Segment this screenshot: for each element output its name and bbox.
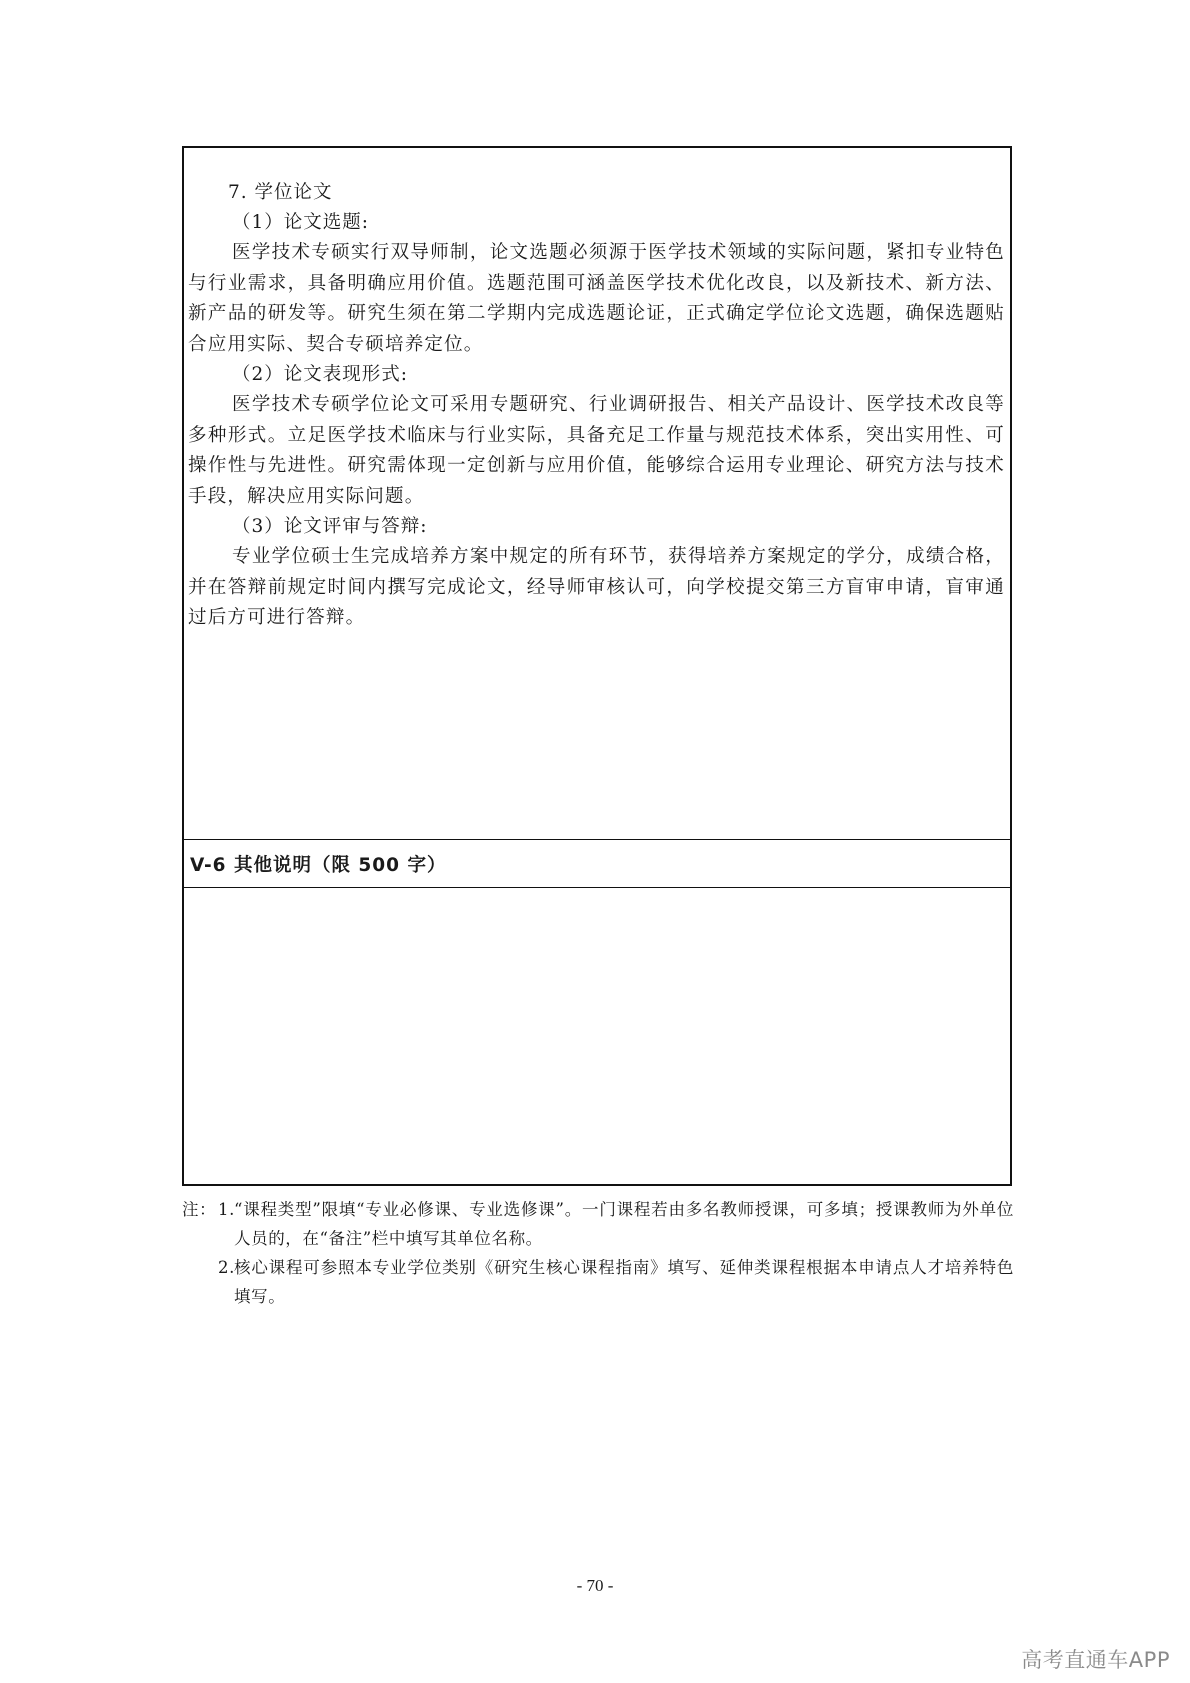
footnote-item bbox=[182, 1195, 1014, 1253]
topic-selection-heading: （1）论文选题: bbox=[232, 212, 370, 233]
form-table bbox=[182, 146, 1012, 1186]
footnote-prefix-spacer bbox=[182, 1253, 218, 1311]
v6-content-cell bbox=[184, 888, 1010, 1186]
footnote-item bbox=[182, 1253, 1014, 1311]
footnote-number: 2. bbox=[218, 1258, 235, 1277]
footnotes bbox=[182, 1195, 1014, 1311]
footnote-text: 核心课程可参照本专业学位类别《研究生核心课程指南》填写、延伸类课程根据本申请点人才培养特色填写。 bbox=[234, 1258, 1014, 1306]
review-defense-heading: （3）论文评审与答辩: bbox=[232, 516, 428, 537]
section-7-title: 7. 学位论文 bbox=[228, 182, 333, 203]
thesis-form-heading: （2）论文表现形式: bbox=[232, 364, 409, 385]
thesis-section-cell bbox=[184, 148, 1010, 840]
thesis-form-paragraph: 医学技术专硕学位论文可采用专题研究、行业调研报告、相关产品设计、医学技术改良等多种形式。立足医学技术临床与行业实际，具备充足工作量与规范技术体系，突出实用性、可操作性与先进性。研究需体现一定创新与应用价值，能够综合运用专业理论、研究方法与技术手段，解决应用实际问题。 bbox=[188, 394, 1005, 507]
topic-selection-paragraph: 医学技术专硕实行双导师制，论文选题必须源于医学技术领域的实际问题，紧扣专业特色与行业需求，具备明确应用价值。选题范围可涵盖医学技术优化改良，以及新技术、新方法、新产品的研发等。研究生须在第二学期内完成选题论证，正式确定学位论文选题，确保选题贴合应用实际、契合专硕培养定位。 bbox=[188, 242, 1005, 355]
review-defense-paragraph: 专业学位硕士生完成培养方案中规定的所有环节，获得培养方案规定的学分，成绩合格，并在答辩前规定时间内撰写完成论文，经导师审核认可，向学校提交第三方盲审申请，盲审通过后方可进行答辩。 bbox=[188, 546, 1005, 628]
page-number: - 70 - bbox=[576, 1576, 614, 1595]
footnote-prefix: 注： bbox=[182, 1200, 217, 1219]
watermark-logo-text: 高考直通车APP bbox=[1021, 1648, 1170, 1672]
v6-section-title: V-6 其他说明（限 500 字） bbox=[190, 854, 447, 876]
v6-header-cell bbox=[184, 840, 1010, 888]
footnote-text: “课程类型”限填“专业必修课、专业选修课”。一门课程若由多名教师授课，可多填；授课教师为外单位人员的，在“备注”栏中填写其单位名称。 bbox=[234, 1200, 1014, 1248]
footnote-number: 1. bbox=[218, 1200, 235, 1219]
